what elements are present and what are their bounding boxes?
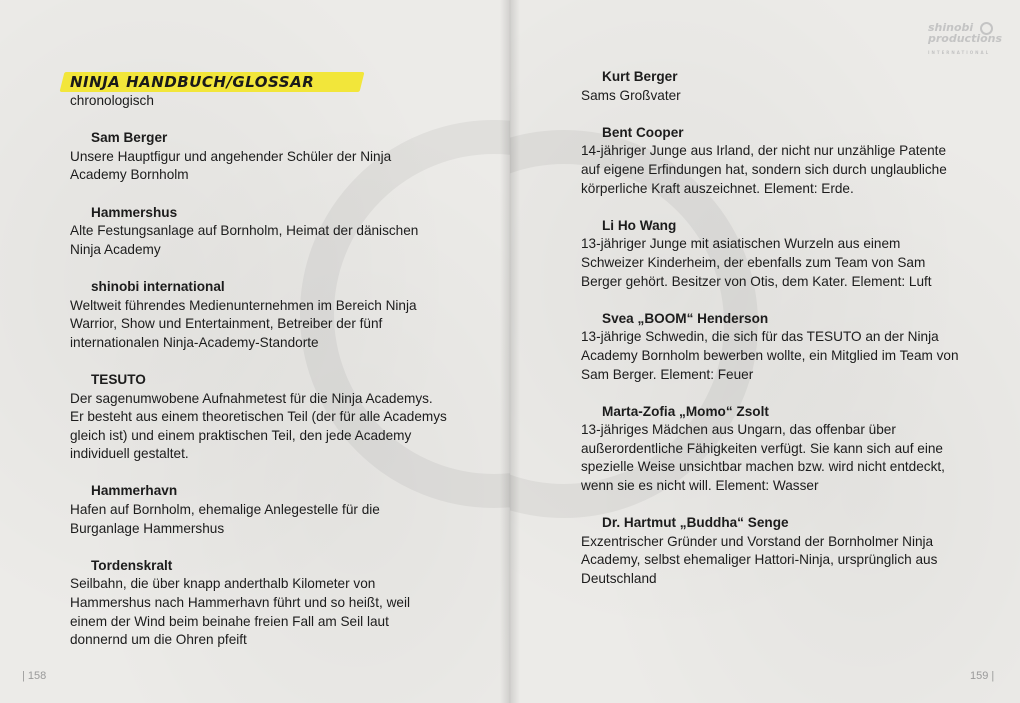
entry-term: Bent Cooper	[602, 124, 684, 140]
entry-description: Sams Großvater	[581, 87, 681, 103]
entry-description: Weltweit führendes Medienunternehmen im Bereich Ninja Warrior, Show und Entertainment, Betreiber der fünf internationalen Ninja-Academy-Standorte	[70, 297, 417, 350]
left-column	[70, 92, 450, 668]
logo-line-3: INTERNATIONAL	[928, 50, 991, 55]
entry-term: Svea „BOOM“ Henderson	[602, 310, 769, 326]
glossary-entry	[70, 482, 450, 538]
logo-line-2: productions	[928, 32, 1003, 45]
subtitle: chronologisch	[70, 93, 154, 108]
glossary-entry	[581, 403, 961, 496]
glossary-entry	[70, 557, 450, 650]
entry-description: Seilbahn, die über knapp anderthalb Kilometer von Hammershus nach Hammerhavn führt und so heißt, weil einem der Wind beim beinahe freien Fall am Seil laut donnernd um die Ohren pfeift	[70, 576, 410, 648]
glossary-entry	[70, 278, 450, 352]
glossary-entry	[70, 129, 450, 185]
entry-description: Alte Festungsanlage auf Bornholm, Heimat der dänischen Ninja Academy	[70, 223, 419, 257]
book-spine	[500, 0, 520, 703]
glossary-entry	[581, 310, 961, 384]
glossary-entry	[581, 68, 961, 105]
entry-description: Hafen auf Bornholm, ehemalige Anlegestelle für die Burganlage Hammershus	[70, 502, 380, 536]
glossary-entry	[581, 514, 961, 588]
entry-term: Kurt Berger	[602, 69, 678, 84]
glossary-entry	[581, 124, 961, 198]
logo-icon	[980, 22, 993, 35]
page-number-left: | 158	[22, 670, 47, 682]
entry-description: 13-jähriger Junge mit asiatischen Wurzeln aus einem Schweizer Kinderheim, der ebenfalls zum Team von Sam Berger gehört. Besitzer von Otis, dem Kater. Element: Luft	[581, 236, 932, 289]
right-column	[581, 68, 961, 607]
page-number-right: 159 |	[970, 670, 995, 682]
entry-description: 13-jähriges Mädchen aus Ungarn, das offenbar über außerordentliche Fähigkeiten verfügt. Sie kann sich auf eine spezielle Weise unsichtbar machen bzw. wird nicht entdeckt, wenn sie es nicht will. Element: Wasser	[581, 422, 945, 494]
entry-description: Der sagenumwobene Aufnahmetest für die Ninja Academys. Er besteht aus einem theoretischen Teil (der für alle Academys gleich ist) und einem praktischen Teil, den jede Academy individuell gestaltet.	[70, 390, 447, 462]
logo-line-1: shinobi	[928, 21, 974, 34]
entry-term: TESUTO	[91, 371, 146, 387]
entry-term: Dr. Hartmut „Buddha“ Senge	[602, 515, 789, 531]
entry-description: Unsere Hauptfigur und angehender Schüler der Ninja Academy Bornholm	[70, 148, 392, 183]
entry-description: Exzentrischer Gründer und Vorstand der Bornholmer Ninja Academy, selbst ehemaliger Hattori-Ninja, ursprünglich aus Deutschland	[581, 533, 938, 587]
entry-term: Li Ho Wang	[602, 217, 677, 233]
entry-term: Hammershus	[91, 204, 178, 220]
entry-term: Hammerhavn	[91, 483, 178, 499]
glossary-entry	[70, 371, 450, 464]
entry-term: shinobi international	[91, 278, 225, 294]
entry-term: Sam Berger	[91, 130, 168, 146]
shinobi-productions-logo	[928, 21, 1003, 58]
entry-description: 14-jähriger Junge aus Irland, der nicht nur unzählige Patente auf eigene Erfindungen hat, sondern sich durch unglaubliche körperliche Kraft auszeichnet. Element: Erde.	[581, 143, 947, 196]
entry-term: Marta-Zofia „Momo“ Zsolt	[602, 403, 769, 419]
glossary-entry	[581, 217, 961, 291]
entry-term: Tordenskralt	[91, 557, 173, 573]
entry-description: 13-jährige Schwedin, die sich für das TESUTO an der Ninja Academy Bornholm bewerben wollte, ein Mitglied im Team von Sam Berger. Element: Feuer	[581, 329, 959, 382]
page-title: NINJA HANDBUCH/GLOSSAR	[70, 73, 315, 91]
glossary-entry	[70, 204, 450, 260]
